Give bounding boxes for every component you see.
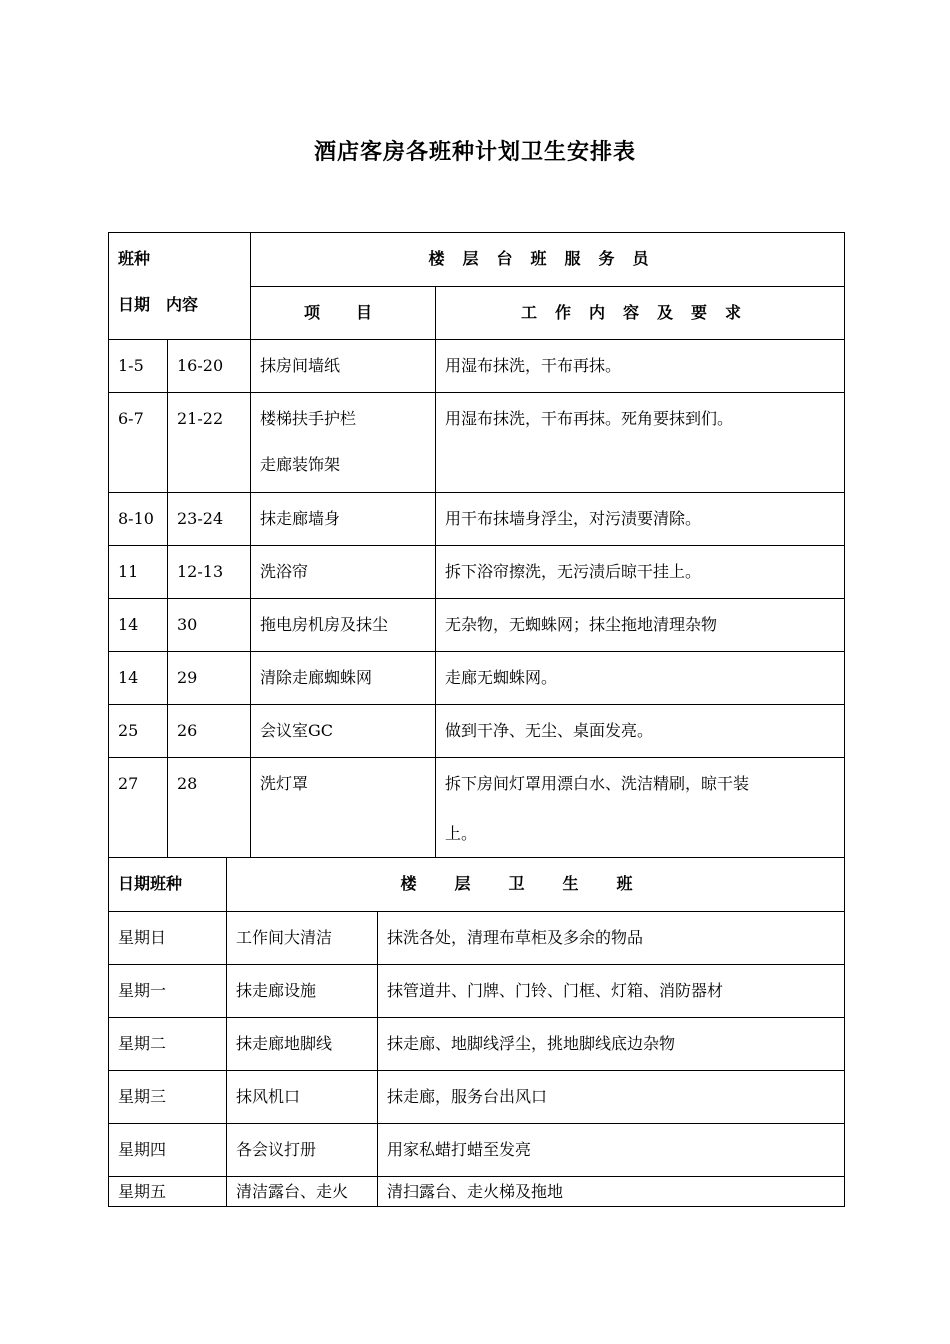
item-cell — [251, 652, 436, 705]
work-cell — [436, 493, 845, 546]
task-cell: 抹走廊地脚线 — [227, 1018, 378, 1071]
requirement-cell: 用家私蜡打蜡至发亮 — [378, 1124, 845, 1177]
work-line: 走廊无蜘蛛网。 — [445, 668, 558, 687]
work-line: 用湿布抹洗，干布再抹。死角要抹到们。 — [445, 409, 734, 428]
work-line: 用湿布抹洗，干布再抹。 — [445, 356, 622, 375]
item-line: 楼梯扶手护栏 — [260, 409, 357, 428]
item-cell — [251, 599, 436, 652]
item-line: 拖电房机房及抹尘 — [260, 615, 389, 634]
work-cell — [436, 393, 845, 493]
work-cell — [436, 340, 845, 393]
table-row — [109, 1124, 845, 1177]
item-line: 洗灯罩 — [260, 774, 309, 793]
work-cell — [436, 652, 845, 705]
table-row — [109, 1071, 845, 1124]
work-cell — [436, 599, 845, 652]
date-cell: 26 — [168, 705, 251, 758]
requirement-cell: 抹走廊、地脚线浮尘，挑地脚线底边杂物 — [378, 1018, 845, 1071]
day-cell: 1-5 — [109, 340, 168, 393]
date-cell: 28 — [168, 758, 251, 858]
item-cell — [251, 546, 436, 599]
day-cell: 14 — [109, 652, 168, 705]
item-cell — [251, 340, 436, 393]
table1-corner-cell — [109, 233, 251, 340]
weekday-cell: 星期三 — [109, 1071, 227, 1124]
item-line: 会议室GC — [260, 721, 334, 740]
corner-shift-label: 班种 — [118, 249, 151, 268]
day-cell: 14 — [109, 599, 168, 652]
day-cell: 8-10 — [109, 493, 168, 546]
day-cell: 6-7 — [109, 393, 168, 493]
date-cell: 29 — [168, 652, 251, 705]
item-line: 抹房间墙纸 — [260, 356, 341, 375]
work-cell — [436, 758, 845, 858]
date-cell: 12-13 — [168, 546, 251, 599]
table2-corner-cell: 日期班种 — [109, 858, 227, 912]
date-cell: 16-20 — [168, 340, 251, 393]
task-cell: 各会议打册 — [227, 1124, 378, 1177]
task-cell: 抹风机口 — [227, 1071, 378, 1124]
item-cell — [251, 758, 436, 858]
day-cell: 11 — [109, 546, 168, 599]
floor-desk-section-header: 楼层台班服务员 — [251, 233, 845, 287]
task-cell: 清洁露台、走火 — [227, 1177, 378, 1207]
weekday-cell: 星期一 — [109, 965, 227, 1018]
work-cell — [436, 705, 845, 758]
item-cell — [251, 493, 436, 546]
table-row — [109, 652, 845, 705]
work-line: 用干布抹墙身浮尘，对污渍要清除。 — [445, 509, 702, 528]
requirement-cell: 抹洗各处，清理布草柜及多余的物品 — [378, 912, 845, 965]
work-line: 做到干净、无尘、桌面发亮。 — [445, 721, 654, 740]
table-row — [109, 1177, 845, 1207]
table-row — [109, 599, 845, 652]
table-row — [109, 493, 845, 546]
table-row — [109, 965, 845, 1018]
corner-date-content-label: 日期 内容 — [118, 295, 199, 314]
requirement-cell: 抹走廊，服务台出风口 — [378, 1071, 845, 1124]
floor-desk-table — [108, 232, 845, 858]
table-row — [109, 912, 845, 965]
work-line: 拆下房间灯罩用漂白水、洗洁精刷，晾干装 — [445, 774, 750, 793]
table-row — [109, 340, 845, 393]
item-line: 走廊装饰架 — [260, 455, 341, 474]
work-cell — [436, 546, 845, 599]
table-row — [109, 758, 845, 858]
work-line: 无杂物，无蜘蛛网；抹尘拖地清理杂物 — [445, 615, 718, 634]
requirement-cell: 抹管道井、门牌、门铃、门框、灯箱、消防器材 — [378, 965, 845, 1018]
weekday-cell: 星期二 — [109, 1018, 227, 1071]
work-line: 上。 — [445, 824, 478, 843]
task-cell: 工作间大清洁 — [227, 912, 378, 965]
requirement-cell: 清扫露台、走火梯及拖地 — [378, 1177, 845, 1207]
floor-sanitation-section-header: 楼层卫生班 — [227, 858, 845, 912]
item-line: 清除走廊蜘蛛网 — [260, 668, 373, 687]
work-line: 拆下浴帘擦洗，无污渍后晾干挂上。 — [445, 562, 702, 581]
date-cell: 21-22 — [168, 393, 251, 493]
task-cell: 抹走廊设施 — [227, 965, 378, 1018]
date-cell: 30 — [168, 599, 251, 652]
table-row — [109, 705, 845, 758]
weekday-cell: 星期日 — [109, 912, 227, 965]
item-cell — [251, 705, 436, 758]
weekday-cell: 星期四 — [109, 1124, 227, 1177]
column-header-item: 项 目 — [251, 287, 436, 340]
item-line: 洗浴帘 — [260, 562, 309, 581]
day-cell: 25 — [109, 705, 168, 758]
table-row — [109, 1018, 845, 1071]
page-title: 酒店客房各班种计划卫生安排表 — [313, 140, 636, 165]
table-row — [109, 393, 845, 493]
item-cell — [251, 393, 436, 493]
floor-sanitation-table — [108, 857, 845, 1207]
weekday-cell: 星期五 — [109, 1177, 227, 1207]
schedule-sheet — [108, 232, 844, 1207]
column-header-work: 工作内容及要求 — [436, 287, 845, 340]
item-line: 抹走廊墙身 — [260, 509, 341, 528]
table-row — [109, 546, 845, 599]
date-cell: 23-24 — [168, 493, 251, 546]
day-cell: 27 — [109, 758, 168, 858]
